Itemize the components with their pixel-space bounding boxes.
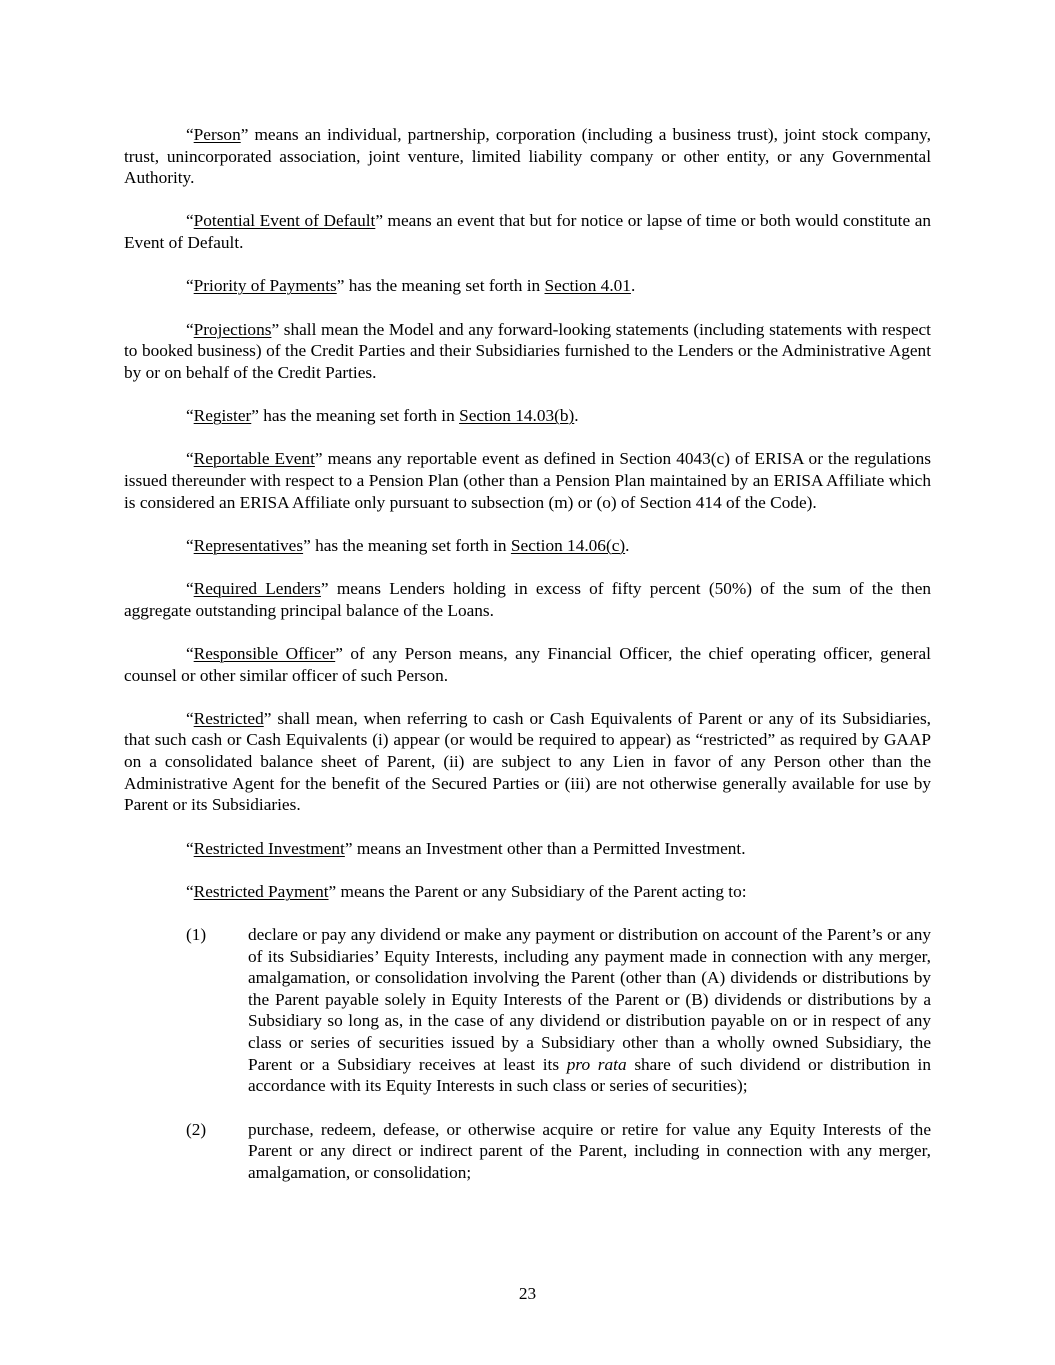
- list-item-number: (2): [186, 1119, 207, 1139]
- text-segment: “: [186, 708, 194, 728]
- underlined-term: Reportable Event: [193, 449, 315, 469]
- text-segment: ” means an event that but for notice or lapse of time or both would constitute an Event of Default.: [124, 211, 932, 253]
- underlined-term: Restricted Investment: [193, 838, 345, 858]
- definition-person: [124, 124, 931, 189]
- text-segment: ” shall mean the Model and any forward-looking statements (including statements with respect to booked business) of the Credit Parties and their Subsidiaries furnished to the Lenders or the Administrative Agent by or on behalf of the Credit Parties.: [124, 319, 931, 382]
- text-segment: share of such dividend or distribution in accordance with its Equity Interests in such class or series of securities);: [248, 1054, 932, 1096]
- text-segment: “: [186, 881, 194, 901]
- text-segment: “: [186, 579, 194, 599]
- page-body: [124, 124, 931, 1205]
- text-segment: ” has the meaning set forth in: [251, 406, 460, 426]
- text-segment: “: [186, 125, 194, 144]
- page-number: 23: [518, 1284, 537, 1303]
- underlined-term: Representatives: [193, 535, 304, 555]
- underlined-term: Section 14.03(b): [459, 406, 575, 426]
- text-segment: ” of any Person means, any Financial Officer, the chief operating officer, general counsel or other similar officer of such Person.: [124, 644, 931, 685]
- text-segment: ” has the meaning set forth in: [303, 535, 511, 555]
- text-segment: “: [186, 276, 194, 296]
- text-segment: “: [186, 449, 194, 469]
- underlined-term: Projections: [193, 319, 272, 339]
- definition-register: [124, 405, 931, 427]
- text-segment: .: [625, 535, 630, 555]
- text-segment: “: [186, 406, 194, 426]
- text-segment: “: [186, 211, 194, 231]
- underlined-term: Potential Event of Default: [193, 211, 376, 231]
- text-segment: “: [186, 644, 194, 663]
- underlined-term: Section 4.01: [544, 276, 631, 296]
- definition-restricted-investment: [124, 838, 931, 860]
- text-segment: “: [186, 838, 194, 858]
- text-segment: ” means any reportable event as defined in Section 4043(c) of ERISA or the regulations issued thereunder with respect to a Pension Plan (other than a Pension Plan maintained by an ERISA Affiliate which is considered an ERISA Affiliate only pursuant to subsection (m) or (o) of Section 414 of the Code).: [124, 449, 931, 512]
- underlined-term: Priority of Payments: [193, 276, 337, 296]
- text-segment: ” means an Investment other than a Permitted Investment.: [344, 838, 746, 858]
- definition-projections: [124, 319, 931, 384]
- definition-representatives: [124, 535, 931, 557]
- text-segment: “: [186, 535, 194, 555]
- text-segment: “: [186, 319, 194, 339]
- underlined-term: Restricted Payment: [193, 881, 329, 901]
- list-item: [124, 924, 931, 1097]
- text-segment: ” shall mean, when referring to cash or Cash Equivalents of Parent or any of its Subsidiaries, that such cash or Cash Equivalents (i) appear (or would be required to appear) as “restricted” as required by GAAP on a consolidated balance sheet of Parent, (ii) are subject to any Lien in favor of any Person other than the Administrative Agent for the benefit of the Secured Parties or (iii) are not otherwise generally available for use by Parent or its Subsidiaries.: [124, 708, 931, 815]
- text-segment: declare or pay any dividend or make any payment or distribution on account of the Parent’s or any of its Subsidiaries’ Equity Interests, including any payment made in connection with any merger, amalgamation, or consolidation involving the Parent (other than (A) dividends or distributions by the Parent payable solely in Equity Interests of the Parent or (B) dividends or distributions by a Subsidiary so long as, in the case of any dividend or distribution payable on or in respect of any class or series of securities issued by a Subsidiary other than a wholly owned Subsidiary, the Parent or a Subsidiary receives at least its: [248, 925, 931, 1074]
- definition-priority-of-payments: [124, 275, 931, 297]
- definition-potential-event-of-default: [124, 210, 931, 253]
- definition-restricted-payment: [124, 881, 931, 903]
- text-segment: ” means Lenders holding in excess of fifty percent (50%) of the sum of the then aggregate outstanding principal balance of the Loans.: [124, 579, 932, 620]
- underlined-term: Restricted: [193, 708, 264, 728]
- italic-text: pro rata: [566, 1054, 627, 1074]
- underlined-term: Required Lenders: [193, 579, 321, 599]
- text-segment: ” means the Parent or any Subsidiary of the Parent acting to:: [328, 881, 747, 901]
- restricted-payment-clauses: [124, 924, 931, 1183]
- list-item: [124, 1119, 931, 1184]
- text-segment: .: [630, 276, 636, 296]
- list-item-number: (1): [186, 925, 207, 945]
- definition-restricted: [124, 708, 931, 816]
- underlined-term: Responsible Officer: [193, 644, 336, 663]
- definitions-list: [124, 124, 931, 902]
- definition-required-lenders: [124, 578, 931, 621]
- underlined-term: Person: [193, 125, 241, 144]
- underlined-term: Register: [193, 406, 252, 426]
- text-segment: .: [574, 406, 579, 426]
- definition-reportable-event: [124, 448, 931, 513]
- underlined-term: Section 14.06(c): [510, 535, 626, 555]
- text-segment: purchase, redeem, defease, or otherwise acquire or retire for value any Equity Interests of the Parent or any direct or indirect parent of the Parent, including in connection with any merger, amalgamation, or consolidation;: [248, 1119, 931, 1182]
- definition-responsible-officer: [124, 643, 931, 686]
- text-segment: ” has the meaning set forth in: [336, 276, 545, 296]
- text-segment: ” means an individual, partnership, corporation (including a business trust), joint stock company, trust, unincorporated association, joint venture, limited liability company or other entity, or any Governmental Authority.: [124, 125, 931, 188]
